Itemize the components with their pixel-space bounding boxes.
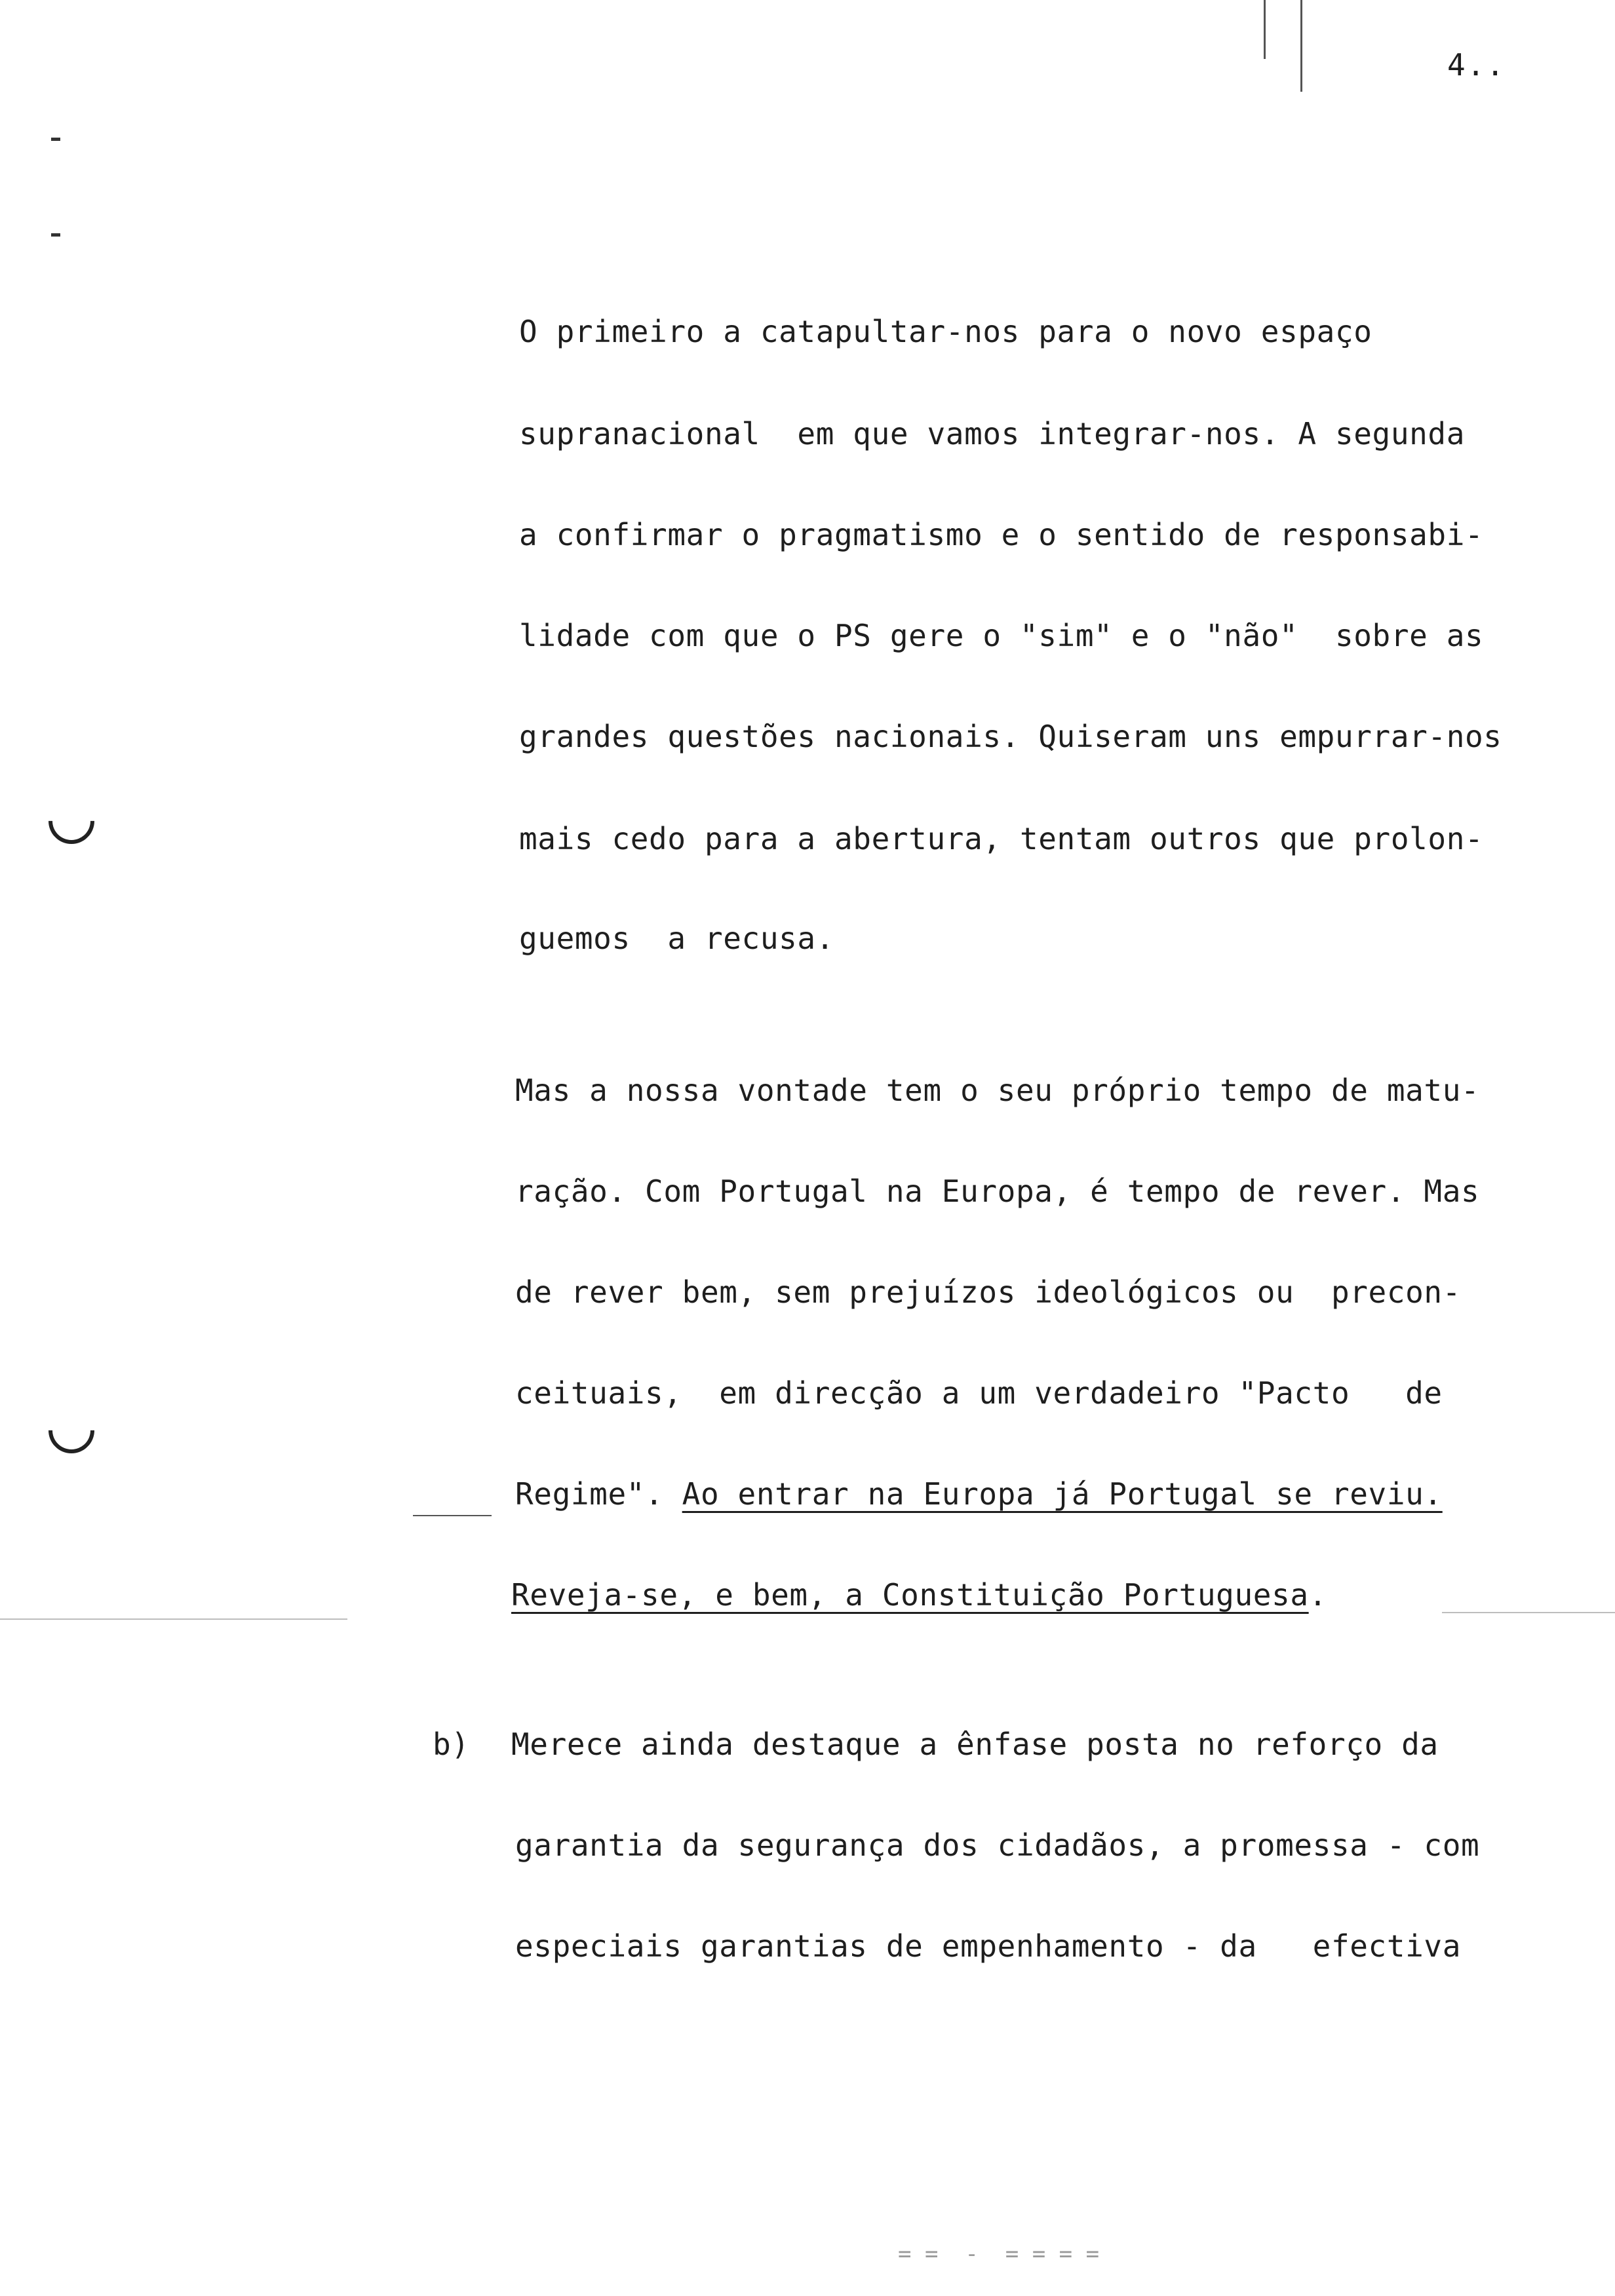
paragraph-3-line: especiais garantias de empenhamento - da efectiva: [515, 1928, 1462, 1964]
scan-artifact-line: [0, 1618, 347, 1620]
paragraph-1-line: guemos a recusa.: [519, 921, 835, 956]
paragraph-1-line: grandes questões nacionais. Quiseram uns empurrar-nos: [519, 719, 1502, 754]
paragraph-1-line: lidade com que o PS gere o "sim" e o "não" sobre as: [519, 618, 1484, 653]
paragraph-3-line: Merece ainda destaque a ênfase posta no reforço da: [511, 1727, 1439, 1762]
paragraph-2-line: Mas a nossa vontade tem o seu próprio tempo de matu-: [515, 1073, 1480, 1108]
paragraph-1-line: O primeiro a catapultar-nos para o novo espaço: [519, 314, 1372, 349]
underlined-sentence: Ao entrar na Europa já Portugal se reviu.: [682, 1476, 1443, 1512]
line-suffix: .: [1308, 1577, 1327, 1613]
margin-tick: [51, 138, 60, 141]
margin-tick: [51, 233, 60, 237]
punch-hole-icon: [39, 789, 104, 854]
paragraph-1-line: mais cedo para a abertura, tentam outros que prolon-: [519, 821, 1484, 856]
paragraph-2-underline-line: [515, 1474, 1443, 1514]
scan-noise: = = - = = = =: [898, 2241, 1100, 2267]
paragraph-2-line: de rever bem, sem prejuízos ideológicos ou precon-: [515, 1274, 1462, 1310]
paragraph-1-line: supranacional em que vamos integrar-nos. A segunda: [519, 416, 1466, 451]
scan-artifact-line: [413, 1515, 492, 1516]
paragraph-3-line: garantia da segurança dos cidadãos, a promessa - com: [515, 1827, 1480, 1863]
underlined-sentence: Reveja-se, e bem, a Constituição Portuguesa: [511, 1577, 1309, 1613]
paragraph-1-line: a confirmar o pragmatismo e o sentido de responsabi-: [519, 517, 1484, 552]
punch-hole-icon: [39, 1398, 104, 1463]
paragraph-2-line: ceituais, em direcção a um verdadeiro "Pacto de: [515, 1375, 1443, 1411]
scan-artifact-mark: [1300, 0, 1302, 92]
page-number: 4..: [1447, 47, 1506, 83]
paragraph-2-last-line: [511, 1575, 1327, 1615]
line-prefix: Regime".: [515, 1476, 682, 1512]
scan-artifact-line: [1442, 1612, 1615, 1613]
item-label: b): [433, 1727, 470, 1762]
scan-artifact-mark: [1264, 0, 1266, 59]
paragraph-2-line: ração. Com Portugal na Europa, é tempo de rever. Mas: [515, 1174, 1480, 1209]
